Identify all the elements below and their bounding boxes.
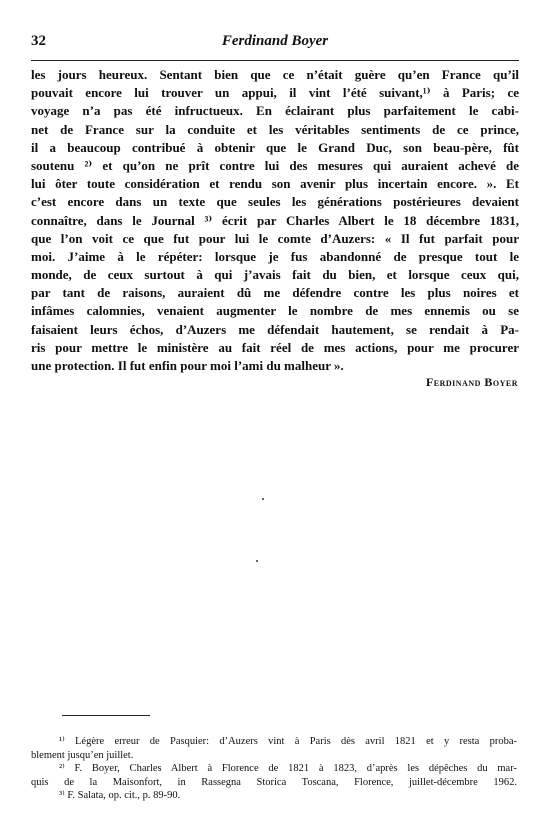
footnote-line: quis de la Maisonfort, in Rassegna Storica Toscana, Florence, juillet-décembre 1962.	[31, 776, 517, 788]
body-line: une protection. Il fut enfin pour moi l’ami du malheur ».	[31, 358, 344, 373]
body-line: infâmes calomnies, venaient augmenter le nombre de mes ennemis ou se	[31, 303, 519, 319]
page-number: 32	[31, 33, 46, 49]
footnote-line: blement jusqu’en juillet.	[31, 749, 134, 761]
body-text	[31, 66, 519, 375]
author-signature: Ferdinand Boyer	[425, 375, 518, 389]
body-line: il a beaucoup contribué à obtenir que le Grand Duc, son beau-père, fût	[31, 139, 519, 155]
body-line: voyage n’a pas été infructueux. En éclairant plus parfaitement le cabi-	[31, 103, 519, 119]
footnotes	[31, 735, 517, 803]
body-line: ris pour mettre le ministère au fait réel de mes actions, pour me procurer	[31, 339, 519, 355]
footnote-rule	[62, 715, 150, 716]
body-line: moi. J’aime à le répéter: lorsque je fus abandonné de presque tout le	[31, 248, 519, 264]
header-rule	[31, 60, 519, 61]
footnote-line: ³⁾ F. Salata, op. cit., p. 89-90.	[59, 790, 181, 801]
stray-dot	[262, 498, 264, 500]
body-line: faisaient leurs échos, d’Auzers me défendait hautement, se rendait à Pa-	[31, 321, 519, 337]
body-line: par tant de raisons, auraient dû me défendre contre les plus noires et	[31, 285, 519, 301]
footnote-line: ¹⁾ Légère erreur de Pasquier: d’Auzers vint à Paris dès avril 1821 et y resta proba-	[59, 736, 517, 747]
body-line: lui ôter toute considération et rendu son avenir plus incertain encore. ». Et	[31, 176, 519, 192]
body-line: net de France sur la conduite et les véritables sentiments de ce prince,	[31, 121, 519, 137]
body-line: monde, de ceux surtout à qui j’avais fait du bien, et lorsque ceux qui,	[31, 267, 519, 283]
body-line: connaître, dans le Journal ³⁾ écrit par Charles Albert le 18 décembre 1831,	[31, 212, 519, 228]
running-head: Ferdinand Boyer	[221, 33, 329, 49]
body-line: les jours heureux. Sentant bien que ce n’était guère qu’en France qu’il	[31, 67, 519, 82]
body-line: c’est encore dans un texte que seules les générations postérieures devaient	[31, 194, 519, 210]
stray-dot	[256, 560, 258, 562]
footnote-line: ²⁾ F. Boyer, Charles Albert à Florence de 1821 à 1823, d’après les dépêches du mar-	[59, 763, 517, 774]
body-line: que l’on voit ce que fut pour lui le comte d’Auzers: « Il fut parfait pour	[31, 230, 519, 246]
body-line: pouvait encore lui trouver un appui, il vint l’été suivant,¹⁾ à Paris; ce	[31, 85, 519, 101]
page-header	[31, 33, 519, 53]
body-line: soutenu ²⁾ et qu’on ne prît contre lui des mesures qui auraient achevé de	[31, 157, 519, 173]
